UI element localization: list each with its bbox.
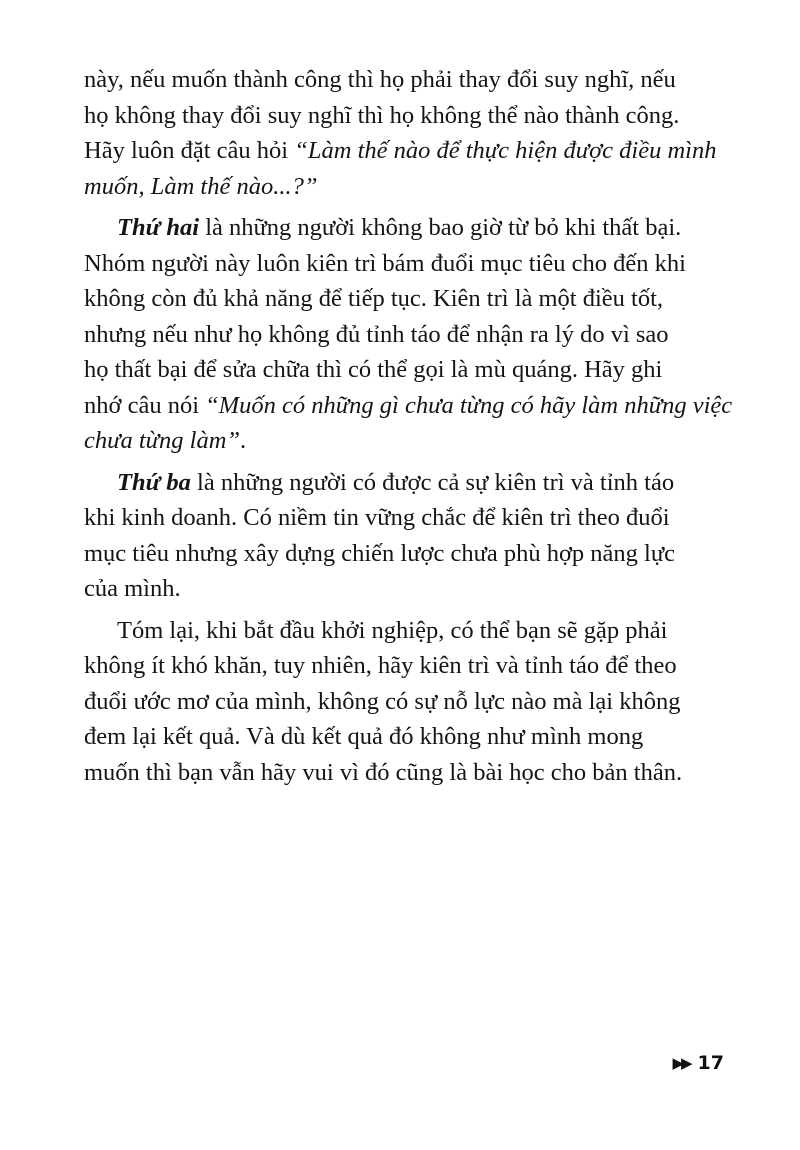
text-line xyxy=(84,755,734,791)
text-line xyxy=(84,388,734,424)
text-line xyxy=(84,352,734,388)
text-line xyxy=(84,246,734,282)
paragraph xyxy=(84,465,734,607)
text-line xyxy=(84,98,734,134)
emphasis-term: Thứ ba xyxy=(117,468,191,496)
paragraph xyxy=(84,210,734,459)
text-line xyxy=(84,465,734,501)
quoted-text: “Làm thế nào để thực hiện được điều mình xyxy=(294,137,717,164)
emphasis-term: Thứ hai xyxy=(117,214,200,241)
text-run: này, nếu muốn thành công thì họ phải thay đổi suy nghĩ, nếu xyxy=(84,66,676,93)
text-run: là những người có được cả sự kiên trì và tỉnh táo xyxy=(190,468,675,496)
text-line xyxy=(84,613,734,649)
text-run: đem lại kết quả. Và dù kết quả đó không như mình mong xyxy=(84,723,644,750)
page-content xyxy=(84,62,734,796)
text-run: không còn đủ khả năng để tiếp tục. Kiên trì là một điều tốt, xyxy=(84,285,664,312)
text-run: nhưng nếu như họ không đủ tỉnh táo để nhận ra lý do vì sao xyxy=(84,320,669,348)
text-run: của mình. xyxy=(84,575,181,602)
text-run: không ít khó khăn, tuy nhiên, hãy kiên trì và tỉnh táo để theo xyxy=(84,652,677,679)
text-line xyxy=(84,719,734,755)
text-run: họ không thay đổi suy nghĩ thì họ không thể nào thành công. xyxy=(84,101,680,129)
text-run: khi kinh doanh. Có niềm tin vững chắc để kiên trì theo đuổi xyxy=(84,504,670,531)
text-line xyxy=(84,210,734,246)
text-run: mục tiêu nhưng xây dựng chiến lược chưa phù hợp năng lực xyxy=(84,539,676,567)
text-run: . xyxy=(240,427,247,454)
quoted-text: “Muốn có những gì chưa từng có hãy làm những việc xyxy=(205,391,733,419)
double-arrow-icon: ▶▶ xyxy=(672,1054,690,1072)
text-line xyxy=(84,536,734,572)
text-line xyxy=(84,317,734,353)
text-line xyxy=(84,133,734,169)
quoted-text: chưa từng làm” xyxy=(84,427,241,454)
text-line xyxy=(84,571,734,607)
text-run: nhớ câu nói xyxy=(84,391,206,419)
page-number: 17 xyxy=(697,1052,724,1074)
quoted-text: muốn, Làm thế nào...?” xyxy=(84,172,318,200)
text-run: Nhóm người này luôn kiên trì bám đuổi mục tiêu cho đến khi xyxy=(84,249,686,277)
paragraph xyxy=(84,613,734,791)
text-line xyxy=(84,684,734,720)
text-run: muốn thì bạn vẫn hãy vui vì đó cũng là bài học cho bản thân. xyxy=(84,758,683,786)
text-line xyxy=(84,648,734,684)
text-line xyxy=(84,62,734,98)
text-line xyxy=(84,281,734,317)
text-run: đuổi ước mơ của mình, không có sự nỗ lực nào mà lại không xyxy=(84,687,681,715)
text-run: họ thất bại để sửa chữa thì có thể gọi là mù quáng. Hãy ghi xyxy=(84,356,663,383)
page-footer xyxy=(672,1052,724,1074)
text-line xyxy=(84,169,734,205)
text-run: là những người không bao giờ từ bỏ khi thất bại. xyxy=(199,214,682,241)
text-line xyxy=(84,423,734,459)
text-run: Tóm lại, khi bắt đầu khởi nghiệp, có thể bạn sẽ gặp phải xyxy=(117,616,668,644)
paragraph xyxy=(84,62,734,204)
text-run: Hãy luôn đặt câu hỏi xyxy=(84,137,295,164)
text-line xyxy=(84,500,734,536)
